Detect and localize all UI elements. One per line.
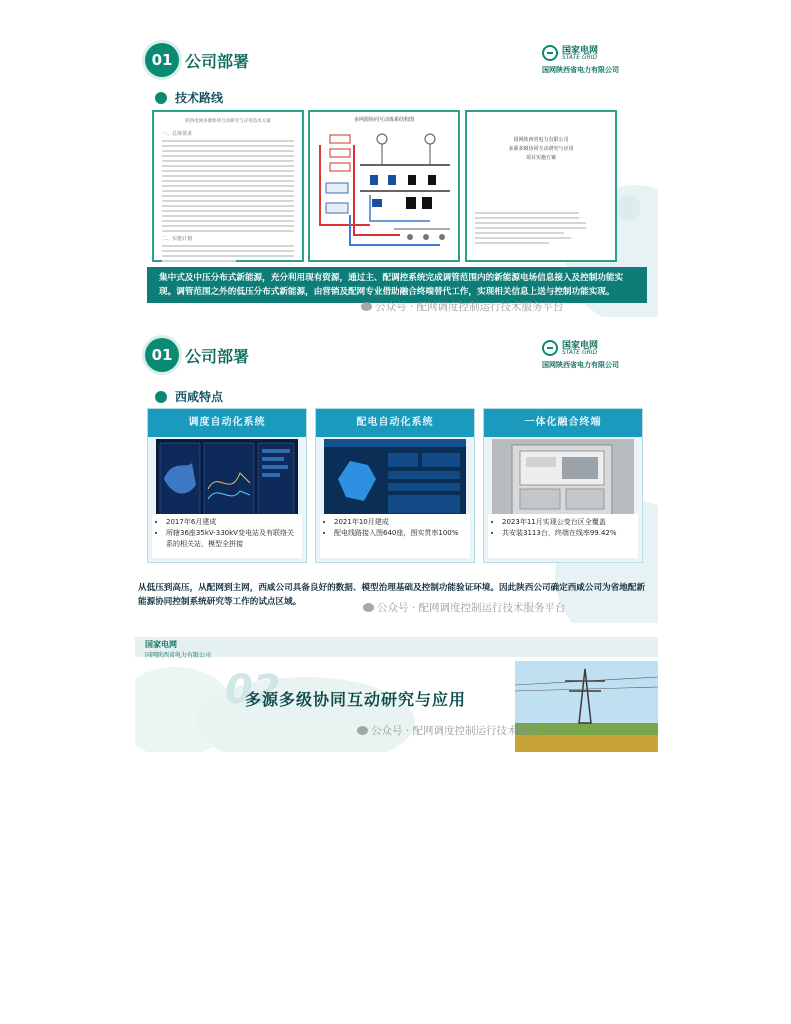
watermark: 公众号 · 配网调度控制运行技术服务平台 xyxy=(361,299,564,314)
distribution-screen-image xyxy=(324,439,466,519)
slide-section-cover xyxy=(135,637,658,752)
section-header xyxy=(145,43,249,77)
section-title: 公司部署 xyxy=(185,346,250,366)
feature-card-distribution xyxy=(315,408,475,563)
state-grid-logo xyxy=(542,338,652,372)
wechat-icon xyxy=(363,603,374,612)
logo-name-cn: 国家电网 xyxy=(562,46,599,56)
cover-line: 国网陕西省电力有限公司 xyxy=(513,137,569,143)
card-text xyxy=(320,514,470,558)
card-header: 调度自动化系统 xyxy=(148,409,306,437)
section-number-badge: 01 xyxy=(145,338,179,372)
cover-line: 多源多级协同互动研究与应用 xyxy=(508,146,574,152)
subtitle-text: 技术路线 xyxy=(175,91,224,105)
doc-panel-plan xyxy=(152,110,304,262)
card-bullet: • 2017年6月建成 xyxy=(166,517,298,528)
state-grid-emblem-icon xyxy=(542,340,558,356)
section-title: 多源多级协同互动研究与应用 xyxy=(245,690,467,709)
card-bullet: • 所辖36座35kV-330kV变电站及有联络关系的相关站，模型全拼接 xyxy=(166,528,298,550)
section-header xyxy=(145,338,249,372)
state-grid-emblem-icon xyxy=(542,45,558,61)
feature-card-dispatch xyxy=(147,408,307,563)
conclusion-text: 从低压到高压，从配网到主网，西咸公司具备良好的数据、模型治理基础及控制功能验证环境。因此陕西公司确定西咸公司为省地配新能源协同控制系统研究等工作的试点区域。 xyxy=(138,583,646,607)
wechat-icon xyxy=(361,302,372,311)
card-header: 配电自动化系统 xyxy=(316,409,474,437)
subtitle-text: 西咸特点 xyxy=(175,390,224,404)
terminal-cabinet-image xyxy=(492,439,634,519)
doc-panel-diagram xyxy=(308,110,460,262)
card-text xyxy=(488,514,638,558)
doc-panel-cover xyxy=(465,110,617,262)
transmission-tower-image xyxy=(515,661,658,752)
dispatch-screen-image xyxy=(156,439,298,519)
watermark: 公众号 · 配网调度控制运行技术服务平台 xyxy=(363,600,566,615)
section-title: 公司部署 xyxy=(185,51,250,71)
doc-title: 陕西电网多源协同互动研究与应用技术方案 xyxy=(185,119,271,124)
top-band xyxy=(135,637,658,657)
state-grid-logo xyxy=(542,43,652,77)
card-bullet: • 配电线路接入图640座，图实贯率100% xyxy=(334,528,466,539)
architecture-diagram xyxy=(310,125,458,255)
subtitle xyxy=(155,388,223,405)
card-bullet: • 2021年10月建成 xyxy=(334,517,466,528)
slide-technical-route xyxy=(135,35,658,317)
logo-company: 国网陕西省电力有限公司 xyxy=(542,361,619,369)
card-bullet: • 共安装3113台，终端在线率99.42% xyxy=(502,528,634,539)
summary-bar: 集中式及中压分布式新能源，充分利用现有资源，通过主、配调控系统完成调管范围内的新能源电场信息接入及控制功能实现。调管范围之外的低压分布式新能源，由营销及配网专业借助融合终端替代工作，实现相关信息上送与控制功能实现。 xyxy=(147,267,647,303)
feature-card-terminal xyxy=(483,408,643,563)
section-number: 02 xyxy=(225,667,281,713)
cover-line: 项目实施方案 xyxy=(525,155,556,161)
card-text xyxy=(152,514,302,558)
bullet-dot-icon xyxy=(155,92,167,104)
logo-name-cn: 国家电网 xyxy=(562,341,599,351)
diagram-title: 多网源协同互动体系结构图 xyxy=(353,117,414,123)
subtitle xyxy=(155,89,223,106)
section-number-badge: 01 xyxy=(145,43,179,77)
logo-name-en: STATE GRID xyxy=(562,54,598,61)
watermark: 公众号 · 配网调度控制运行技术服务平台 xyxy=(357,723,560,738)
cover-logo: 国家电网 国网陕西省电力有限公司 xyxy=(145,640,212,659)
doc-heading: 二、实施计划 xyxy=(162,236,193,242)
card-bullet: • 2023年11月实现公变台区全覆盖 xyxy=(502,517,634,528)
doc-heading: 一、总体要求 xyxy=(162,131,193,137)
bullet-dot-icon xyxy=(155,391,167,403)
wechat-icon xyxy=(357,726,368,735)
slide-xixian-features xyxy=(135,330,658,623)
card-header: 一体化融合终端 xyxy=(484,409,642,437)
logo-name-en: STATE GRID xyxy=(562,349,598,356)
logo-company: 国网陕西省电力有限公司 xyxy=(542,66,619,74)
